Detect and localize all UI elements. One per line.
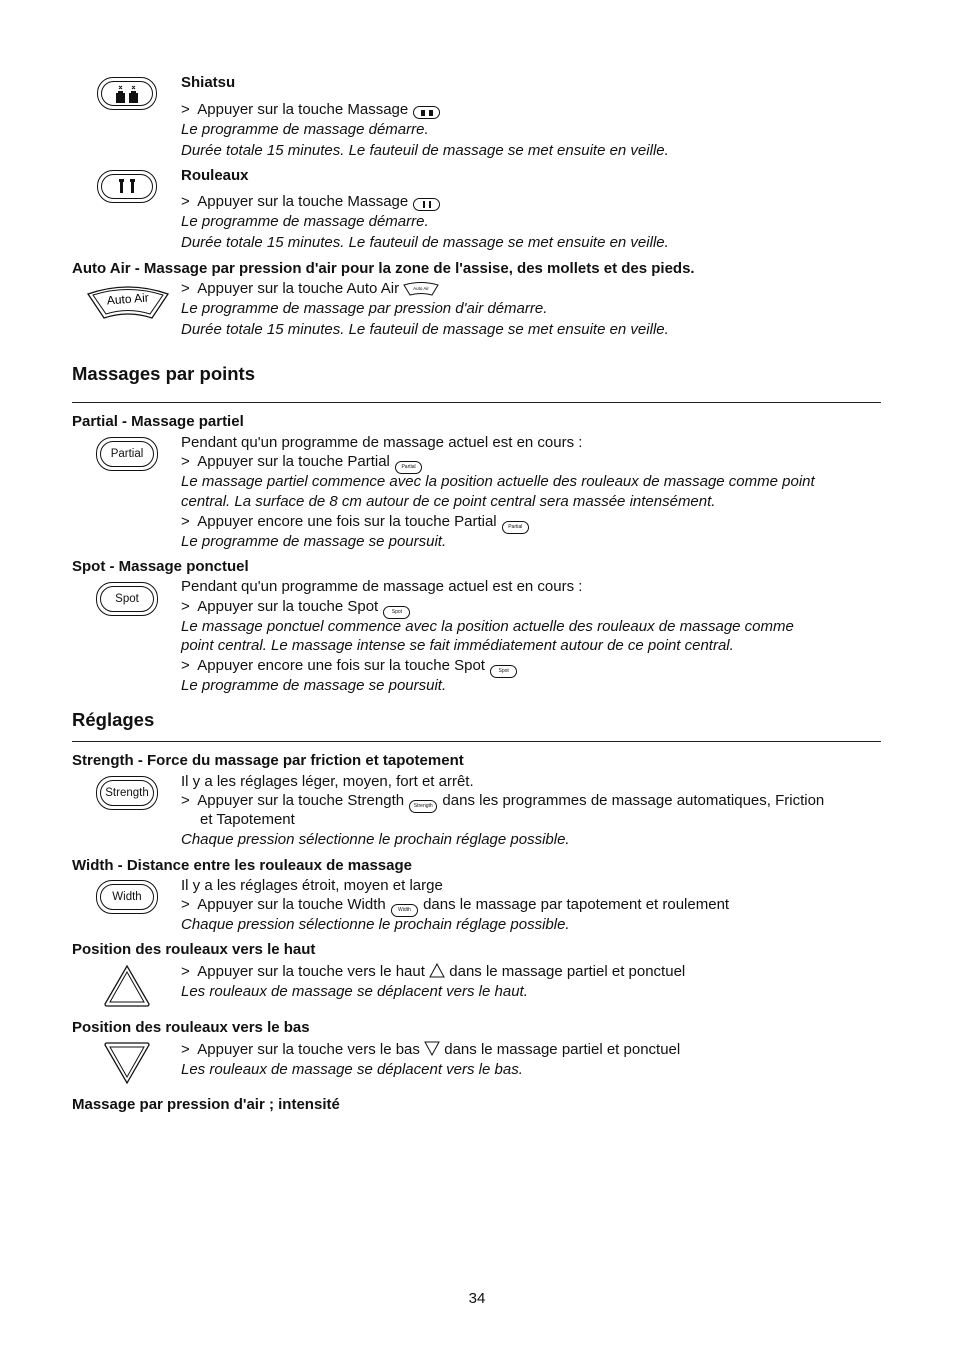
spot-title: Spot - Massage ponctuel [72,558,249,575]
shiatsu-result: Le programme de massage démarre. [181,121,429,138]
rouleaux-button-icon [97,170,157,203]
width-title: Width - Distance entre les rouleaux de massage [72,857,412,874]
rouleaux-step: > Appuyer sur la touche Massage [181,192,441,211]
partial-desc-2: central. La surface de 8 cm autour de ce point central sera massée intensément. [181,493,716,510]
spot-intro: Pendant qu'un programme de massage actuel est en cours : [181,578,583,595]
rouleaux-result: Le programme de massage démarre. [181,213,429,230]
spot-desc-1: Le massage ponctuel commence avec la position actuelle des rouleaux de massage comme [181,618,794,635]
down-step-text-2: dans le massage partiel et ponctuel [444,1041,681,1058]
arrow-down-button-icon [103,1041,151,1085]
shiatsu-mini-icon [413,106,440,119]
strength-intro: Il y a les réglages léger, moyen, fort et arrêt. [181,773,474,790]
strength-step-cont: et Tapotement [200,811,295,828]
partial-step-again-text: Appuyer encore une fois sur la touche Partial [197,513,497,530]
autoair-button-label: Auto Air [106,290,150,308]
spot-desc-2: point central. Le massage intense se fait immédiatement autour de ce point central. [181,637,734,654]
strength-button-icon [96,776,158,810]
down-step-text: Appuyer sur la touche vers le bas [197,1041,420,1058]
autoair-step: > Appuyer sur la touche Auto Air Auto Air [181,279,439,301]
rouleaux-title: Rouleaux [181,167,249,184]
spot-step: > Appuyer sur la touche Spot Spot [181,597,411,619]
spot-step-again: > Appuyer encore une fois sur la touche Spot Spot [181,656,518,678]
partial-step-again: > Appuyer encore une fois sur la touche Partial Partial [181,512,530,534]
autoair-duration: Durée totale 15 minutes. Le fauteuil de massage se met ensuite en veille. [181,321,669,338]
strength-step-text: Appuyer sur la touche Strength [197,792,405,809]
spot-button-label: Spot [100,586,154,612]
spot-mini-icon: Spot [383,606,410,619]
rouleaux-duration: Durée totale 15 minutes. Le fauteuil de massage se met ensuite en veille. [181,234,669,251]
partial-mini-icon-2: Partial [502,521,529,534]
strength-button-label: Strength [100,780,154,806]
autoair-result: Le programme de massage par pression d'air démarre. [181,300,548,317]
page-number: 34 [468,1290,486,1307]
width-step-text-2: dans le massage par tapotement et roulement [423,896,730,913]
partial-button-icon [96,437,158,471]
section-divider-2 [72,741,881,742]
autoair-mini-icon [403,281,439,301]
partial-result: Le programme de massage se poursuit. [181,533,447,550]
rouleaux-step-text: Appuyer sur la touche Massage [197,193,409,210]
up-step-text-2: dans le massage partiel et ponctuel [449,963,686,980]
up-title: Position des rouleaux vers le haut [72,941,316,958]
partial-step: > Appuyer sur la touche Partial Partial [181,452,423,474]
autoair-step-text: Appuyer sur la touche Auto Air [197,280,400,297]
down-step: > Appuyer sur la touche vers le bas dans le massage partiel et ponctuel [181,1040,680,1061]
partial-title: Partial - Massage partiel [72,413,244,430]
up-step-text: Appuyer sur la touche vers le haut [197,963,425,980]
spot-step-again-text: Appuyer encore une fois sur la touche Spot [197,657,485,674]
shiatsu-step-text: Appuyer sur la touche Massage [197,101,409,118]
width-mini-icon: Width [391,904,418,917]
spot-step-text: Appuyer sur la touche Spot [197,598,379,615]
partial-button-label: Partial [100,441,154,467]
down-result: Les rouleaux de massage se déplacent vers le bas. [181,1061,523,1078]
section-divider [72,402,881,403]
strength-mini-icon: Strength [409,800,437,813]
width-step-text: Appuyer sur la touche Width [197,896,386,913]
spot-button-icon [96,582,158,616]
spot-result: Le programme de massage se poursuit. [181,677,447,694]
up-result: Les rouleaux de massage se déplacent vers le haut. [181,983,528,1000]
width-intro: Il y a les réglages étroit, moyen et large [181,877,443,894]
rouleaux-mini-icon [413,198,440,211]
width-result: Chaque pression sélectionne le prochain réglage possible. [181,916,570,933]
down-title: Position des rouleaux vers le bas [72,1019,310,1036]
autoair-button-icon [86,282,170,320]
partial-mini-icon: Partial [395,461,422,474]
shiatsu-duration: Durée totale 15 minutes. Le fauteuil de massage se met ensuite en veille. [181,142,669,159]
width-button-icon [96,880,158,914]
triangle-down-icon [424,1041,440,1061]
shiatsu-title: Shiatsu [181,74,236,91]
strength-title: Strength - Force du massage par friction et tapotement [72,752,464,769]
arrow-up-button-icon [103,964,151,1008]
svg-text:Auto Air: Auto Air [413,286,430,291]
air-intensity-title: Massage par pression d'air ; intensité [72,1096,340,1113]
width-step: > Appuyer sur la touche Width Width dans le massage par tapotement et roulement [181,895,729,917]
strength-result: Chaque pression sélectionne le prochain réglage possible. [181,831,570,848]
triangle-up-icon [429,963,445,983]
shiatsu-step: > Appuyer sur la touche Massage [181,100,441,119]
strength-step-text-2: dans les programmes de massage automatiques, Friction [442,792,825,809]
autoair-title: Auto Air - Massage par pression d'air pour la zone de l'assise, des mollets et des pieds. [72,260,695,277]
partial-intro: Pendant qu'un programme de massage actuel est en cours : [181,434,583,451]
partial-desc-1: Le massage partiel commence avec la position actuelle des rouleaux de massage comme point [181,473,815,490]
shiatsu-button-icon [97,77,157,110]
up-step: > Appuyer sur la touche vers le haut dans le massage partiel et ponctuel [181,962,685,983]
spot-mini-icon-2: Spot [490,665,517,678]
width-button-label: Width [100,884,154,910]
section-heading-reglages: Réglages [72,709,155,730]
section-heading-points: Massages par points [72,363,256,384]
partial-step-text: Appuyer sur la touche Partial [197,453,390,470]
strength-step: > Appuyer sur la touche Strength Strength dans les programmes de massage automatiques, Friction [181,791,824,813]
